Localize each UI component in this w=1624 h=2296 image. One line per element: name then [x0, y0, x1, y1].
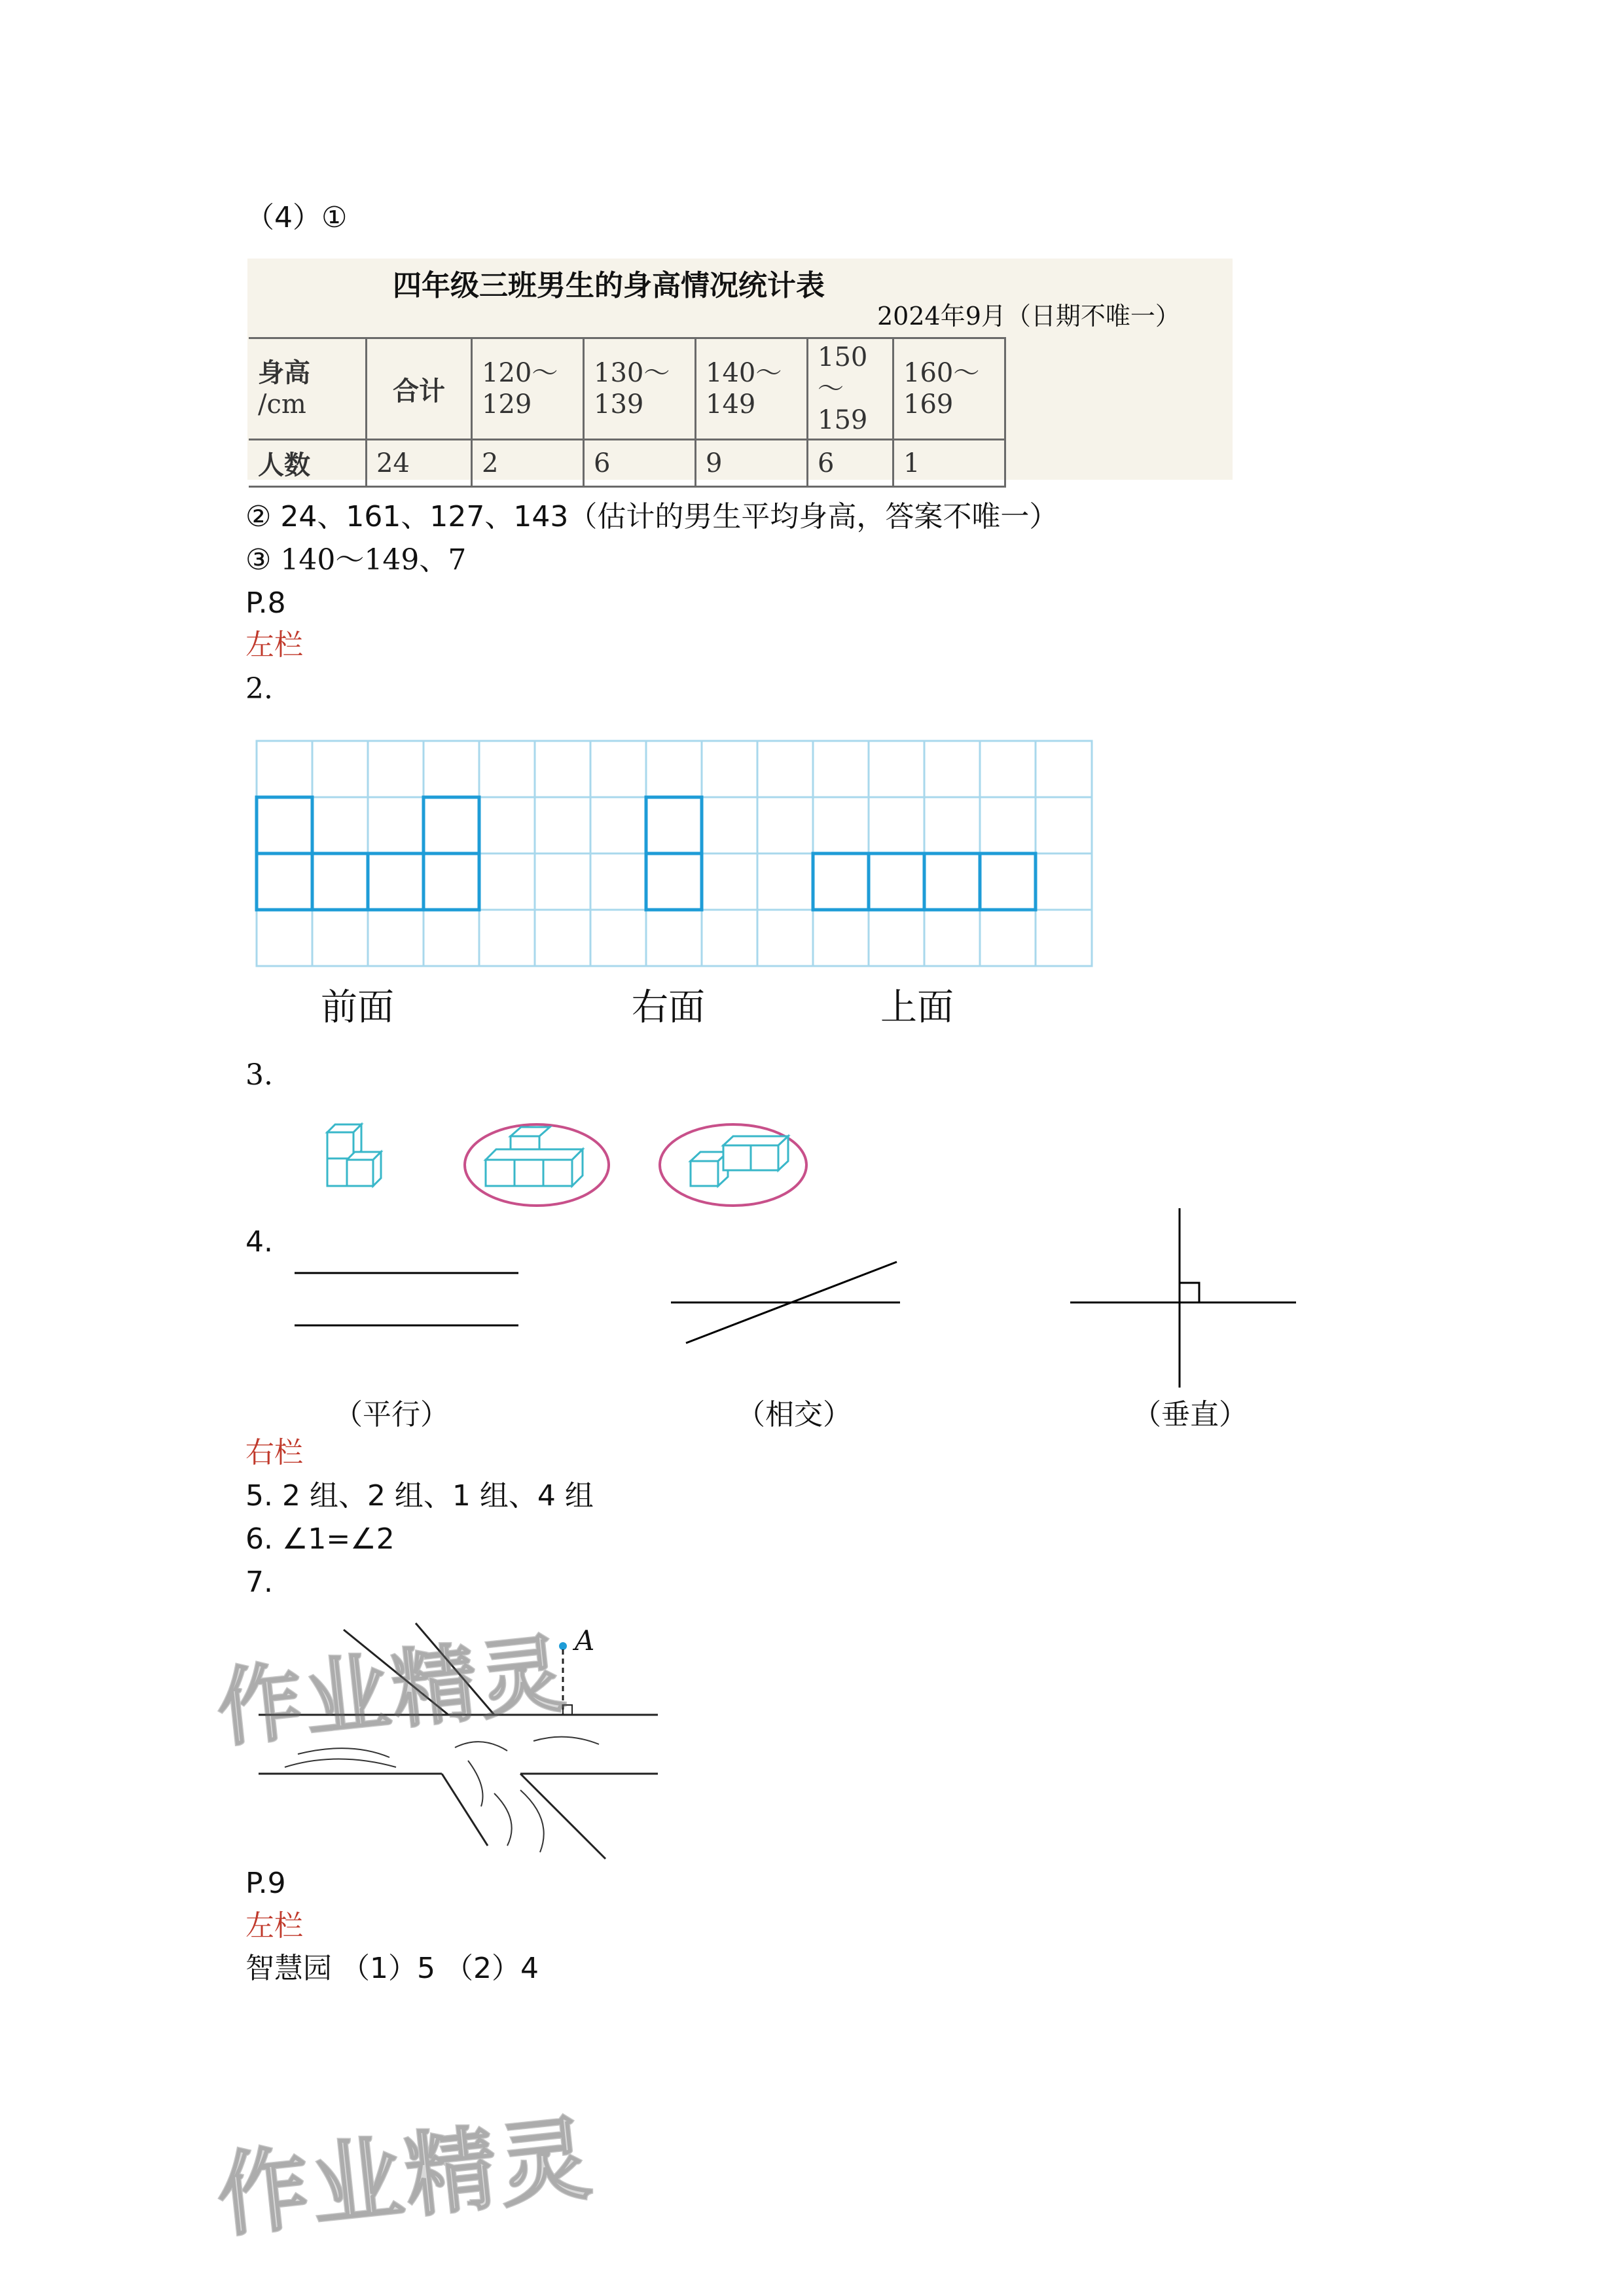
top-view-shape	[813, 853, 1036, 910]
range-140: 140～ 149	[696, 338, 808, 440]
page-8-left-column: 左栏	[245, 628, 303, 662]
total-header: 合计	[367, 338, 472, 440]
count-130: 6	[584, 440, 696, 487]
stat-table-title: 四年级三班男生的身高情况统计表	[393, 269, 825, 302]
watermark-2: 作业精灵	[212, 2105, 599, 2251]
count-total: 24	[367, 440, 472, 487]
watermark-1: 作业精灵	[212, 1623, 572, 1759]
q4-heading: （4）①	[245, 201, 348, 234]
intersecting-lines	[671, 1262, 900, 1343]
q5-answer: 5. 2 组、2 组、1 组、4 组	[245, 1479, 594, 1513]
q4-part3: ③ 140～149、7	[245, 543, 467, 577]
q3-label: 3.	[245, 1058, 273, 1092]
count-120: 2	[472, 440, 584, 487]
label-front: 前面	[321, 986, 394, 1029]
q4-label: 4.	[245, 1225, 273, 1259]
label-perpendicular: （垂直）	[1132, 1398, 1248, 1431]
count-header: 人数	[249, 440, 367, 487]
page-8-label: P.8	[245, 586, 286, 620]
count-150: 6	[808, 440, 893, 487]
perpendicular-lines	[1070, 1208, 1296, 1388]
cube-group-2	[486, 1127, 583, 1186]
stat-table-date: 2024年9月（日期不唯一）	[877, 302, 1180, 331]
label-top: 上面	[880, 986, 954, 1029]
q2-label: 2.	[245, 672, 273, 706]
range-160: 160～ 169	[893, 338, 1005, 440]
parallel-lines	[295, 1273, 518, 1325]
count-160: 1	[893, 440, 1005, 487]
cube-group-3	[691, 1136, 788, 1186]
page-9-label: P.9	[245, 1867, 286, 1900]
q6-answer: 6. ∠1=∠2	[245, 1522, 395, 1556]
stat-table	[249, 337, 1006, 488]
point-a-label: A	[575, 1624, 595, 1657]
cube-group-1	[327, 1124, 381, 1186]
page-9-left-column: 左栏	[245, 1909, 303, 1943]
label-right: 右面	[632, 986, 705, 1029]
row-header-height: 身高 /cm	[249, 338, 367, 440]
right-view-shape	[646, 797, 702, 910]
count-140: 9	[696, 440, 808, 487]
range-120: 120～ 129	[472, 338, 584, 440]
lines-figure	[281, 1204, 1329, 1394]
wisdom-answer: 智慧园 （1）5 （2）4	[245, 1952, 539, 1985]
range-150: 150～ 159	[808, 338, 893, 440]
page-8-right-column: 右栏	[245, 1436, 303, 1469]
q7-label: 7.	[245, 1566, 273, 1599]
label-intersect: （相交）	[736, 1398, 852, 1431]
label-parallel: （平行）	[334, 1398, 449, 1431]
range-130: 130～ 139	[584, 338, 696, 440]
q4-part2: ② 24、161、127、143（估计的男生平均身高，答案不唯一）	[245, 500, 1058, 533]
